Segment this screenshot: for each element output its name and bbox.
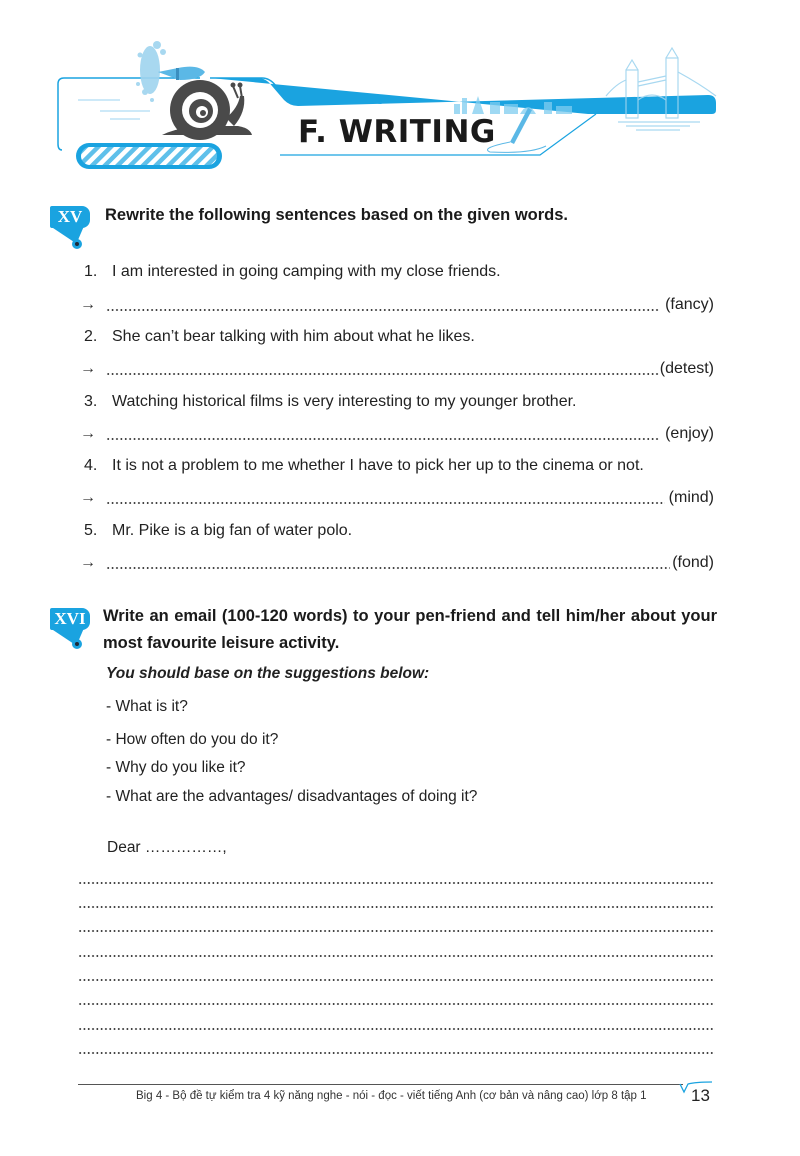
answer-row-5 <box>0 554 800 574</box>
writing-line[interactable] <box>78 882 715 884</box>
item-sentence: Mr. Pike is a big fan of water polo. <box>112 522 353 539</box>
given-word: (mind) <box>668 489 714 506</box>
item-number: 4. <box>84 457 98 474</box>
suggestion-item: - What is it? <box>106 698 188 715</box>
suggestions-title: You should base on the suggestions below: <box>106 665 430 682</box>
item-sentence: Watching historical films is very interesting to my younger brother. <box>112 393 577 410</box>
writing-line[interactable] <box>78 1052 715 1054</box>
item-number: 5. <box>84 522 98 539</box>
exercise-item-1 <box>84 263 501 281</box>
arrow-icon: → <box>80 489 96 506</box>
badge-tail <box>50 628 90 650</box>
badge-label: XVI <box>50 608 90 630</box>
answer-row-3 <box>0 425 800 445</box>
suggestion-item: - What are the advantages/ disadvantages of doing it? <box>106 788 478 805</box>
badge-tail <box>50 226 90 248</box>
footer-book-title: Big 4 - Bộ đề tự kiểm tra 4 kỹ năng nghe - nói - đọc - viết tiếng Anh (cơ bản và nâng cao) lớp 8 tập 1 <box>136 1090 647 1102</box>
arrow-icon: → <box>80 296 96 313</box>
exercise-item-2 <box>84 328 475 346</box>
section-xvi-instruction-line1: Write an email (100-120 words) to your pen-friend and tell him/her about your <box>103 607 717 625</box>
answer-blank[interactable] <box>106 438 660 440</box>
exercise-item-5 <box>84 522 352 540</box>
item-number: 1. <box>84 263 98 280</box>
email-salutation: Dear ……………, <box>107 839 227 856</box>
snail-icon <box>162 80 252 140</box>
section-xvi-instruction-line2: most favourite leisure activity. <box>103 634 340 652</box>
answer-row-4 <box>0 489 800 509</box>
given-word: (enjoy) <box>665 425 714 442</box>
suggestion-item: - Why do you like it? <box>106 759 246 776</box>
answer-blank[interactable] <box>106 309 660 311</box>
page-number: 13 <box>691 1086 710 1105</box>
answer-row-2 <box>0 360 800 380</box>
tower-bridge-icon <box>606 48 716 130</box>
page-title: F. WRITING <box>298 114 496 150</box>
exercise-item-4 <box>84 457 644 475</box>
arrow-icon: → <box>80 425 96 442</box>
section-banner <box>0 0 800 185</box>
badge-dot-icon <box>72 639 82 649</box>
footer-divider <box>78 1084 683 1085</box>
arrow-icon: → <box>80 554 96 571</box>
writing-line[interactable] <box>78 906 715 908</box>
arrow-icon: → <box>80 360 96 377</box>
writing-line[interactable] <box>78 979 715 981</box>
answer-blank[interactable] <box>106 373 660 375</box>
section-xv-instruction: Rewrite the following sentences based on the given words. <box>105 206 568 224</box>
badge-dot-icon <box>72 239 82 249</box>
writing-line[interactable] <box>78 1003 715 1005</box>
answer-row-1 <box>0 296 800 316</box>
suggestion-item: - How often do you do it? <box>106 731 279 748</box>
exercise-item-3 <box>84 393 576 411</box>
writing-line[interactable] <box>78 1028 715 1030</box>
badge-label: XV <box>50 206 90 228</box>
answer-blank[interactable] <box>106 567 670 569</box>
answer-blank[interactable] <box>106 502 665 504</box>
item-number: 3. <box>84 393 98 410</box>
item-sentence: It is not a problem to me whether I have to pick her up to the cinema or not. <box>112 457 644 474</box>
pen-icon <box>488 108 547 152</box>
given-word: (fancy) <box>665 296 714 313</box>
writing-line[interactable] <box>78 930 715 932</box>
item-sentence: She can’t bear talking with him about what he likes. <box>112 328 475 345</box>
item-number: 2. <box>84 328 98 345</box>
given-word: (fond) <box>672 554 714 571</box>
item-sentence: I am interested in going camping with my close friends. <box>112 263 501 280</box>
writing-line[interactable] <box>78 955 715 957</box>
given-word: (detest) <box>659 360 714 377</box>
